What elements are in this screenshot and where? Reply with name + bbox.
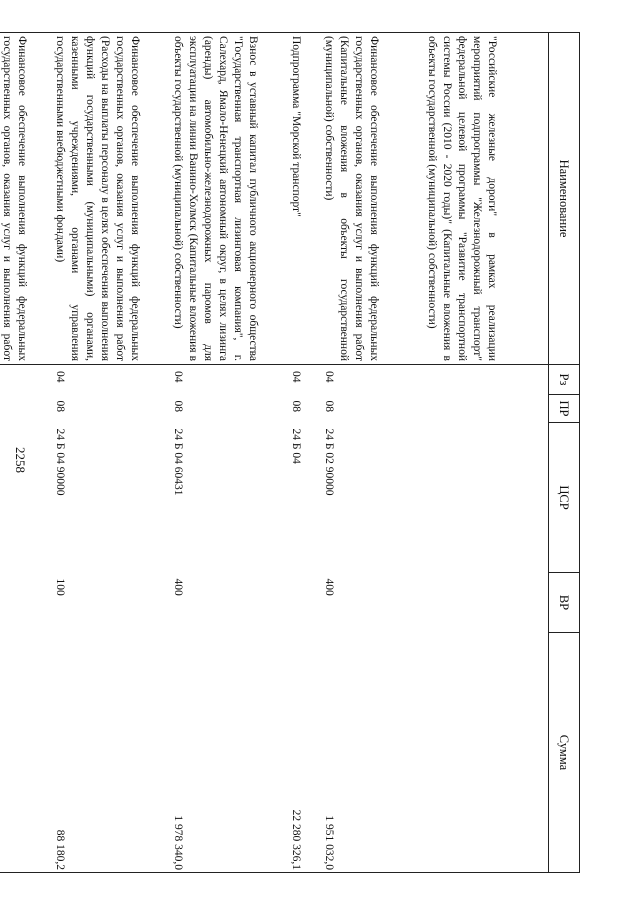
cell-name: "Российские железные дороги" в рамках реализации мероприятий подпрограммы "Железнодорожный транспорт" федеральной целевой программы "Развитие транспортной системы России (2010 - 2020 годы)" (Капитальные вложения в объекты государственной (муниципальной) собственности) (422, 33, 549, 365)
cell-rz: 04 (54, 371, 66, 383)
cell-pr: 08 (172, 400, 184, 412)
header-row (549, 33, 580, 873)
cell-csr: 24 Б 02 90000 (323, 428, 335, 496)
cell-sum: 88 180,2 (50, 633, 168, 873)
budget-table (0, 32, 580, 873)
cell-vr: 400 (323, 578, 335, 596)
cell-sum (0, 633, 50, 873)
table-row (168, 33, 286, 873)
cell-csr: 24 Б 04 (290, 428, 302, 464)
cell-name: Подпрограмма "Морской транспорт" (286, 33, 319, 365)
page-number: 2258 (13, 447, 28, 473)
cell-pr (0, 395, 50, 423)
table-row (50, 33, 168, 873)
cell-sum (422, 633, 549, 873)
cell-pr: 08 (290, 400, 302, 412)
table-header (549, 33, 580, 873)
cell-rz: 04 (323, 371, 335, 383)
header-csr: ЦСР (549, 423, 580, 573)
header-pr: ПР (549, 395, 580, 423)
cell-vr: 100 (54, 578, 66, 596)
cell-vr (422, 573, 549, 633)
cell-sum: 1 978 340,0 (168, 633, 286, 873)
header-vr: ВР (549, 573, 580, 633)
cell-csr (0, 423, 50, 573)
cell-csr: 24 Б 04 90000 (54, 428, 66, 496)
table-row (319, 33, 422, 873)
header-name: Наименование (549, 33, 580, 365)
cell-name: Финансовое обеспечение выполнения функций федеральных государственных органов, оказания услуг и выполнения работ (Капитальные вложения в объекты государственной (муниципальной) собственности) (319, 33, 422, 365)
table-row (422, 33, 549, 873)
table-body (0, 33, 549, 873)
cell-name: Финансовое обеспечение выполнения функций федеральных государственных органов, оказания услуг и выполнения работ (0, 33, 50, 365)
cell-vr (286, 573, 319, 633)
table-row (286, 33, 319, 873)
cell-csr (422, 423, 549, 573)
header-rz: Рз (549, 365, 580, 395)
cell-rz: 04 (172, 371, 184, 383)
cell-pr: 08 (54, 400, 66, 412)
header-sum: Сумма (549, 633, 580, 873)
cell-pr: 08 (323, 400, 335, 412)
cell-vr (0, 573, 50, 633)
cell-rz (0, 365, 50, 395)
cell-sum: 22 280 326,1 (286, 633, 319, 873)
cell-rz: 04 (290, 371, 302, 383)
cell-pr (422, 395, 549, 423)
cell-csr: 24 Б 04 60431 (172, 428, 184, 496)
cell-rz (422, 365, 549, 395)
cell-name: Финансовое обеспечение выполнения функций федеральных государственных органов, оказания услуг и выполнения работ (Расходы на выплаты персоналу в целях обеспечения выполнения функций государственными (муниципальными) органами, казенными учреждениями, органами управления государственными внебюджетными фондами) (50, 33, 168, 365)
table-row (0, 33, 50, 873)
cell-sum: 1 951 032,0 (319, 633, 422, 873)
cell-vr: 400 (172, 578, 184, 596)
cell-name: Взнос в уставный капитал публичного акционерного общества "Государственная транспортная лизинговая компания", г. Салехард, Ямало-Ненецкий автономный округ, в целях лизинга (аренды) автомобильно-железнодорожных паромов для эксплуатации на линии Ванино-Холмск (Капитальные вложения в объекты государственной (муниципальной) собственности) (168, 33, 286, 365)
